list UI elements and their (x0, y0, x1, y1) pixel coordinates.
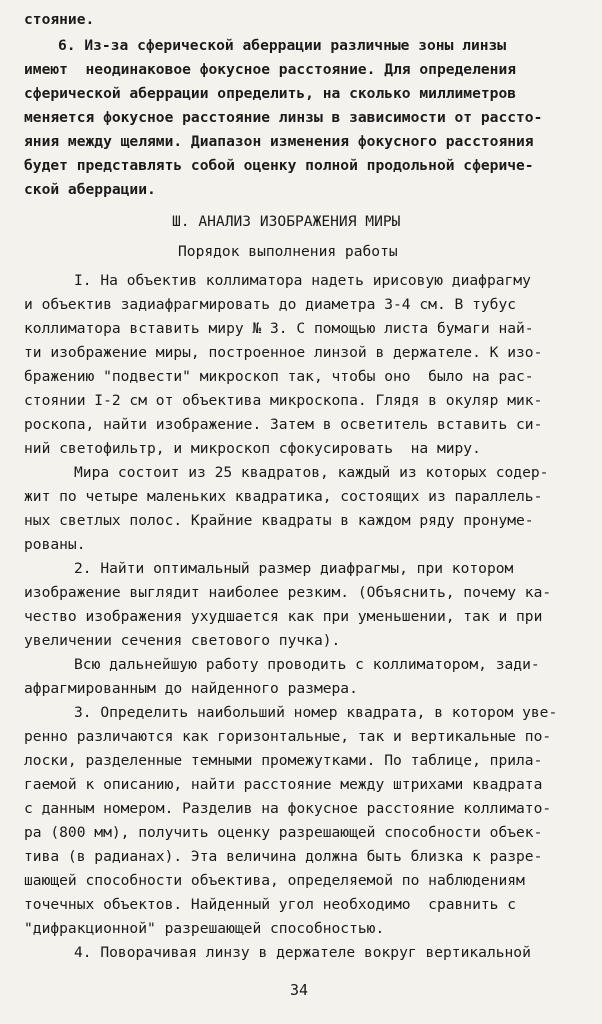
text-line: 2. Найти оптимальный размер диафрагмы, при котором (74, 560, 514, 577)
text-line: роскопа, найти изображение. Затем в осветитель вставить си- (24, 416, 543, 433)
text-line: 4. Поворачивая линзу в держателе вокруг вертикальной (74, 944, 531, 961)
text-line: Всю дальнейшую работу проводить с коллиматором, зади- (74, 656, 540, 673)
text-line: Мира состоит из 25 квадратов, каждый из которых содер- (74, 464, 549, 481)
text-line: с данным номером. Разделив на фокусное расстояние коллимато- (24, 800, 552, 817)
text-line: ской аберрации. (24, 181, 156, 198)
text-line: меняется фокусное расстояние линзы в зависимости от рассто- (24, 109, 543, 126)
text-line: сферической аберрации определить, на сколько миллиметров (24, 85, 517, 102)
text-line: будет представлять собой оценку полной продольной сфериче- (24, 157, 534, 174)
section-title: Ш. АНАЛИЗ ИЗОБРАЖЕНИЯ МИРЫ (172, 213, 401, 230)
text-line: увеличении сечения светового пучка). (24, 632, 341, 649)
text-line: рованы. (24, 536, 86, 553)
text-line: стояние. (24, 11, 95, 28)
text-line: I. На объектив коллиматора надеть ирисовую диафрагму (74, 272, 531, 289)
text-line: бражению "подвести" микроскоп так, чтобы оно было на рас- (24, 368, 534, 385)
text-line: ных светлых полос. Крайние квадраты в каждом ряду пронуме- (24, 512, 534, 529)
text-line: чество изображения ухудшается как при уменьшении, так и при (24, 608, 543, 625)
text-line: ра (800 мм), получить оценку разрешающей способности объек- (24, 824, 543, 841)
text-line: ти изображение миры, построенное линзой в держателе. К изо- (24, 344, 543, 361)
text-line: лоски, разделенные темными промежутками. По таблице, прила- (24, 752, 543, 769)
text-line: коллиматора вставить миру № 3. С помощью листа бумаги най- (24, 320, 534, 337)
text-line: и объектив задиафрагмировать до диаметра 3-4 см. В тубус (24, 296, 517, 313)
text-line: изображение выглядит наиболее резким. (Объяснить, почему ка- (24, 584, 552, 601)
text-line: 6. Из-за сферической аберрации различные зоны линзы (58, 37, 507, 54)
text-line: точечных объектов. Найденный угол необходимо сравнить с (24, 896, 517, 913)
text-line: гаемой к описанию, найти расстояние между штрихами квадрата (24, 776, 543, 793)
text-line: шающей способности объектива, определяемой по наблюдениям (24, 872, 525, 889)
text-line: ренно различаются как горизонтальные, так и вертикальные по- (24, 728, 552, 745)
text-line: тива (в радианах). Эта величина должна быть близка к разре- (24, 848, 543, 865)
text-line: яния между щелями. Диапазон изменения фокусного расстояния (24, 133, 534, 150)
page-number: 34 (290, 981, 309, 999)
section-subtitle: Порядок выполнения работы (178, 243, 398, 260)
text-line: 3. Определить наибольший номер квадрата, в котором уве- (74, 704, 558, 721)
text-line: имеют неодинаковое фокусное расстояние. Для определения (24, 61, 517, 78)
text-line: ний светофильтр, и микроскоп сфокусировать на миру. (24, 440, 481, 457)
text-line: стоянии I-2 см от объектива микроскопа. Глядя в окуляр мик- (24, 392, 543, 409)
text-line: "дифракционной" разрешающей способностью. (24, 920, 385, 937)
text-line: жит по четыре маленьких квадратика, состоящих из параллель- (24, 488, 543, 505)
text-line: афрагмированным до найденного размера. (24, 680, 358, 697)
